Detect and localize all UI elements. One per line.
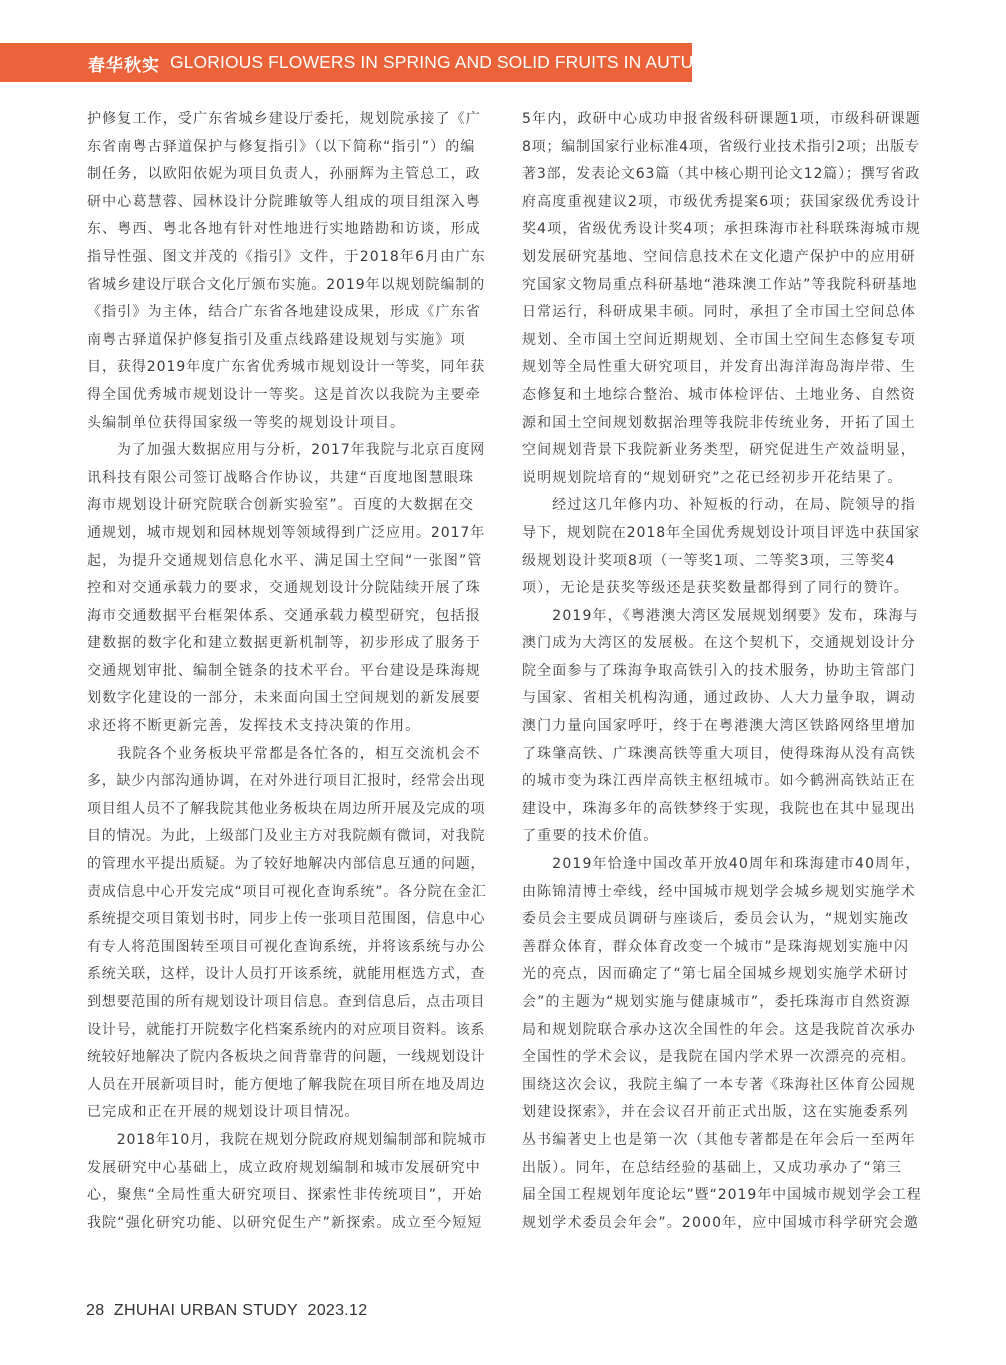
text-line: 海市交通数据平台框架体系、交通承载力模型研究，包括报	[87, 607, 481, 624]
text-line: 由陈锦清博士牵线，经中国城市规划学会城乡规划实施学术	[522, 883, 916, 900]
section-title-en: GLORIOUS FLOWERS IN SPRING AND SOLID FRUITS IN AUTUMN	[170, 52, 721, 72]
text-line: 的管理水平提出质疑。为了较好地解决内部信息互通的问题，	[87, 856, 486, 873]
text-line: 建数据的数字化和建立数据更新机制等，初步形成了服务于	[87, 635, 481, 652]
text-line: 目，获得2019年度广东省优秀城市规划设计一等奖，同年获	[87, 359, 486, 376]
text-line: 人员在开展新项目时，能方便地了解我院在项目所在地及周边	[87, 1076, 486, 1093]
text-line: 与国家、省相关机构沟通，通过政协、人大力量争取，调动	[522, 690, 916, 707]
text-line: 划数字化建设的一部分，未来面向国土空间规划的新发展要	[87, 690, 481, 707]
text-line: 的城市变为珠江西岸高铁主枢纽城市。如今鹤洲高铁站正在	[522, 773, 916, 790]
text-line: 局和规划院联合承办这次全国性的年会。这是我院首次承办	[522, 1021, 916, 1038]
text-line: 划发展研究基地、空间信息技术在文化遗产保护中的应用研	[522, 248, 916, 265]
text-line: 日常运行，科研成果丰硕。同时，承担了全市国土空间总体	[522, 304, 916, 321]
text-line: 光的亮点，因而确定了“第七届全国城乡规划实施学术研讨	[522, 966, 910, 983]
text-line: 善群众体育，群众体育改变一个城市”是珠海规划实施中闪	[522, 938, 910, 955]
text-line: 东省南粤古驿道保护与修复指引》（以下简称“指引”）的编	[87, 138, 476, 155]
text-line: 设计号，就能打开院数字化档案系统内的对应项目资料。该系	[87, 1021, 486, 1038]
text-line: 经过这几年修内功、补短板的行动，在局、院领导的指	[522, 497, 916, 514]
text-line: 护修复工作，受广东省城乡建设厅委托，规划院承接了《广	[87, 111, 481, 127]
text-line: 了珠肇高铁、广珠澳高铁等重大项目，使得珠海从没有高铁	[522, 745, 916, 762]
text-line: 《指引》为主体，结合广东省各地建设成果，形成《广东省	[87, 304, 481, 321]
right-text-column	[522, 106, 922, 1237]
text-line: 态修复和土地综合整治、城市体检评估、土地业务、自然资	[522, 386, 916, 403]
text-line: 划建设探索》，并在会议召开前正式出版，这在实施委系列	[522, 1104, 909, 1121]
text-line: 研中心葛慧蓉、园林设计分院雎敏等人组成的项目组深入粤	[87, 193, 481, 210]
text-line: 澳门力量向国家呼吁，终于在粤港澳大湾区铁路网络里增加	[522, 718, 916, 735]
text-line: 全国性的学术会议，是我院在国内学术界一次漂亮的亮相。	[522, 1049, 916, 1066]
text-line: 说明规划院培育的“规划研究”之花已经初步开花结果了。	[522, 469, 903, 486]
text-line: 丛书编著史上也是第一次（其他专著都是在年会后一至两年	[522, 1131, 916, 1148]
text-line: 建设中，珠海多年的高铁梦终于实现，我院也在其中显现出	[522, 800, 916, 817]
text-line: 已完成和正在开展的规划设计项目情况。	[87, 1104, 360, 1121]
text-line: 著3部，发表论文63篇（其中核心期刊论文12篇）；撰写省政	[522, 166, 921, 183]
text-line: 府高度重视建议2项，市级优秀提案6项；获国家级优秀设计	[522, 193, 921, 210]
text-line: 围绕这次会议，我院主编了一本专著《珠海社区体育公园规	[522, 1076, 916, 1093]
text-line: 统较好地解决了院内各板块之间背靠背的问题，一线规划设计	[87, 1049, 486, 1066]
text-line: 制任务，以欧阳依妮为项目负责人，孙丽辉为主管总工，政	[87, 166, 481, 183]
journal-name: ZHUHAI URBAN STUDY	[113, 1302, 298, 1319]
text-line: 澳门成为大湾区的发展极。在这个契机下，交通规划设计分	[522, 635, 916, 652]
text-line: 委员会主要成员调研与座谈后，委员会认为，“规划实施改	[522, 911, 910, 928]
text-line: 2019年恰逢中国改革开放40周年和珠海建市40周年，	[522, 856, 921, 873]
issue-date: 2023.12	[307, 1302, 368, 1319]
text-line: 奖4项，省级优秀设计奖4项；承担珠海市社科联珠海城市规	[522, 221, 921, 238]
text-line: 指导性强、图文并茂的《指引》文件，于2018年6月由广东	[87, 248, 486, 265]
text-line: 心，聚焦“全局性重大研究项目、探索性非传统项目”，开始	[87, 1187, 483, 1204]
text-line: 级规划设计奖项8项（一等奖1项、二等奖3项，三等奖4	[522, 552, 896, 569]
text-line: 届全国工程规划年度论坛”暨“2019年中国城市规划学会工程	[522, 1187, 922, 1204]
text-line: 为了加强大数据应用与分析，2017年我院与北京百度网	[87, 442, 486, 459]
text-line: 责成信息中心开发完成“项目可视化查询系统”。各分院在金汇	[87, 883, 487, 900]
text-line: 讯科技有限公司签订战略合作协议，共建“百度地图慧眼珠	[87, 469, 475, 486]
text-line: 控和对交通承载力的要求，交通规划设计分院陆续开展了珠	[87, 580, 481, 597]
text-line: 头编制单位获得国家级一等奖的规划设计项目。	[87, 414, 406, 431]
text-line: 东、粤西、粤北各地有针对性地进行实地踏勘和访谈，形成	[87, 221, 481, 238]
text-line: 规划学术委员会年会”。2000年，应中国城市科学研究会邀	[522, 1214, 920, 1231]
text-line: 空间规划背景下我院新业务类型，研究促进生产效益明显，	[522, 442, 916, 459]
text-line: 通规划，城市规划和园林规划等领域得到广泛应用。2017年	[87, 524, 486, 541]
page-footer	[86, 1302, 367, 1320]
text-line: 发展研究中心基础上，成立政府规划编制和城市发展研究中	[87, 1159, 481, 1176]
text-line: 项目组人员不了解我院其他业务板块在周边所开展及完成的项	[87, 800, 486, 817]
text-line: 导下，规划院在2018年全国优秀规划设计项目评选中获国家	[522, 524, 921, 541]
text-line: 源和国土空间规划数据治理等我院非传统业务，开拓了国土	[522, 414, 916, 431]
text-line: 规划、全市国土空间近期规划、全市国土空间生态修复专项	[522, 331, 916, 348]
text-line: 到想要范围的所有规划设计项目信息。查到信息后，点击项目	[87, 994, 486, 1010]
text-line: 2019年，《粤港澳大湾区发展规划纲要》发布，珠海与	[522, 607, 919, 624]
text-line: 系统提交项目策划书时，同步上传一张项目范围图，信息中心	[87, 911, 486, 928]
text-line: 多，缺少内部沟通协调，在对外进行项目汇报时，经常会出现	[87, 773, 486, 790]
text-line: 系统关联，这样，设计人员打开该系统，就能用框选方式，查	[87, 966, 486, 983]
text-line: 有专人将范围图转至项目可视化查询系统，并将该系统与办公	[87, 938, 486, 955]
section-header-bar	[0, 43, 721, 82]
text-line: 究国家文物局重点科研基地“港珠澳工作站”等我院科研基地	[522, 276, 918, 293]
text-line: 5年内，政研中心成功申报省级科研课题1项，市级科研课题	[522, 111, 921, 127]
text-line: 起，为提升交通规划信息化水平、满足国土空间“一张图”管	[87, 552, 483, 569]
text-line: 会”的主题为“规划实施与健康城市”，委托珠海市自然资源	[522, 994, 911, 1010]
text-line: 出版）。同年，在总结经验的基础上，又成功承办了“第三	[522, 1159, 903, 1176]
text-line: 了重要的技术价值。	[522, 828, 659, 845]
text-line: 海市规划设计研究院联合创新实验室”。百度的大数据在交	[87, 497, 475, 514]
text-line: 项），无论是获奖等级还是获奖数量都得到了同行的赞许。	[522, 580, 909, 597]
text-line: 目的情况。为此，上级部门及业主方对我院颇有微词，对我院	[87, 828, 486, 845]
text-line: 南粤古驿道保护修复指引及重点线路建设规划与实施》项	[87, 331, 466, 348]
text-line: 求还将不断更新完善，发挥技术支持决策的作用。	[87, 718, 421, 735]
text-line: 省城乡建设厅联合文化厅颁布实施。2019年以规划院编制的	[87, 276, 486, 293]
text-line: 交通规划审批、编制全链条的技术平台。平台建设是珠海规	[87, 662, 481, 679]
text-line: 院全面参与了珠海争取高铁引入的技术服务，协助主管部门	[522, 662, 916, 679]
text-line: 我院各个业务板块平常都是各忙各的，相互交流机会不	[87, 745, 481, 762]
text-line: 规划等全局性重大研究项目，并发育出海洋海岛海岸带、生	[522, 359, 916, 376]
left-text-column	[87, 106, 487, 1237]
text-line: 8项；编制国家行业标准4项，省级行业技术指引2项；出版专	[522, 138, 920, 155]
text-line: 2018年10月，我院在规划分院政府规划编制部和院城市	[87, 1131, 487, 1148]
text-line: 得全国优秀城市规划设计一等奖。这是首次以我院为主要牵	[87, 386, 481, 403]
text-line: 我院“强化研究功能、以研究促生产”新探索。成立至今短短	[87, 1214, 483, 1231]
page-number: 28	[86, 1302, 105, 1319]
section-title-cn: 春华秋实	[88, 56, 160, 76]
